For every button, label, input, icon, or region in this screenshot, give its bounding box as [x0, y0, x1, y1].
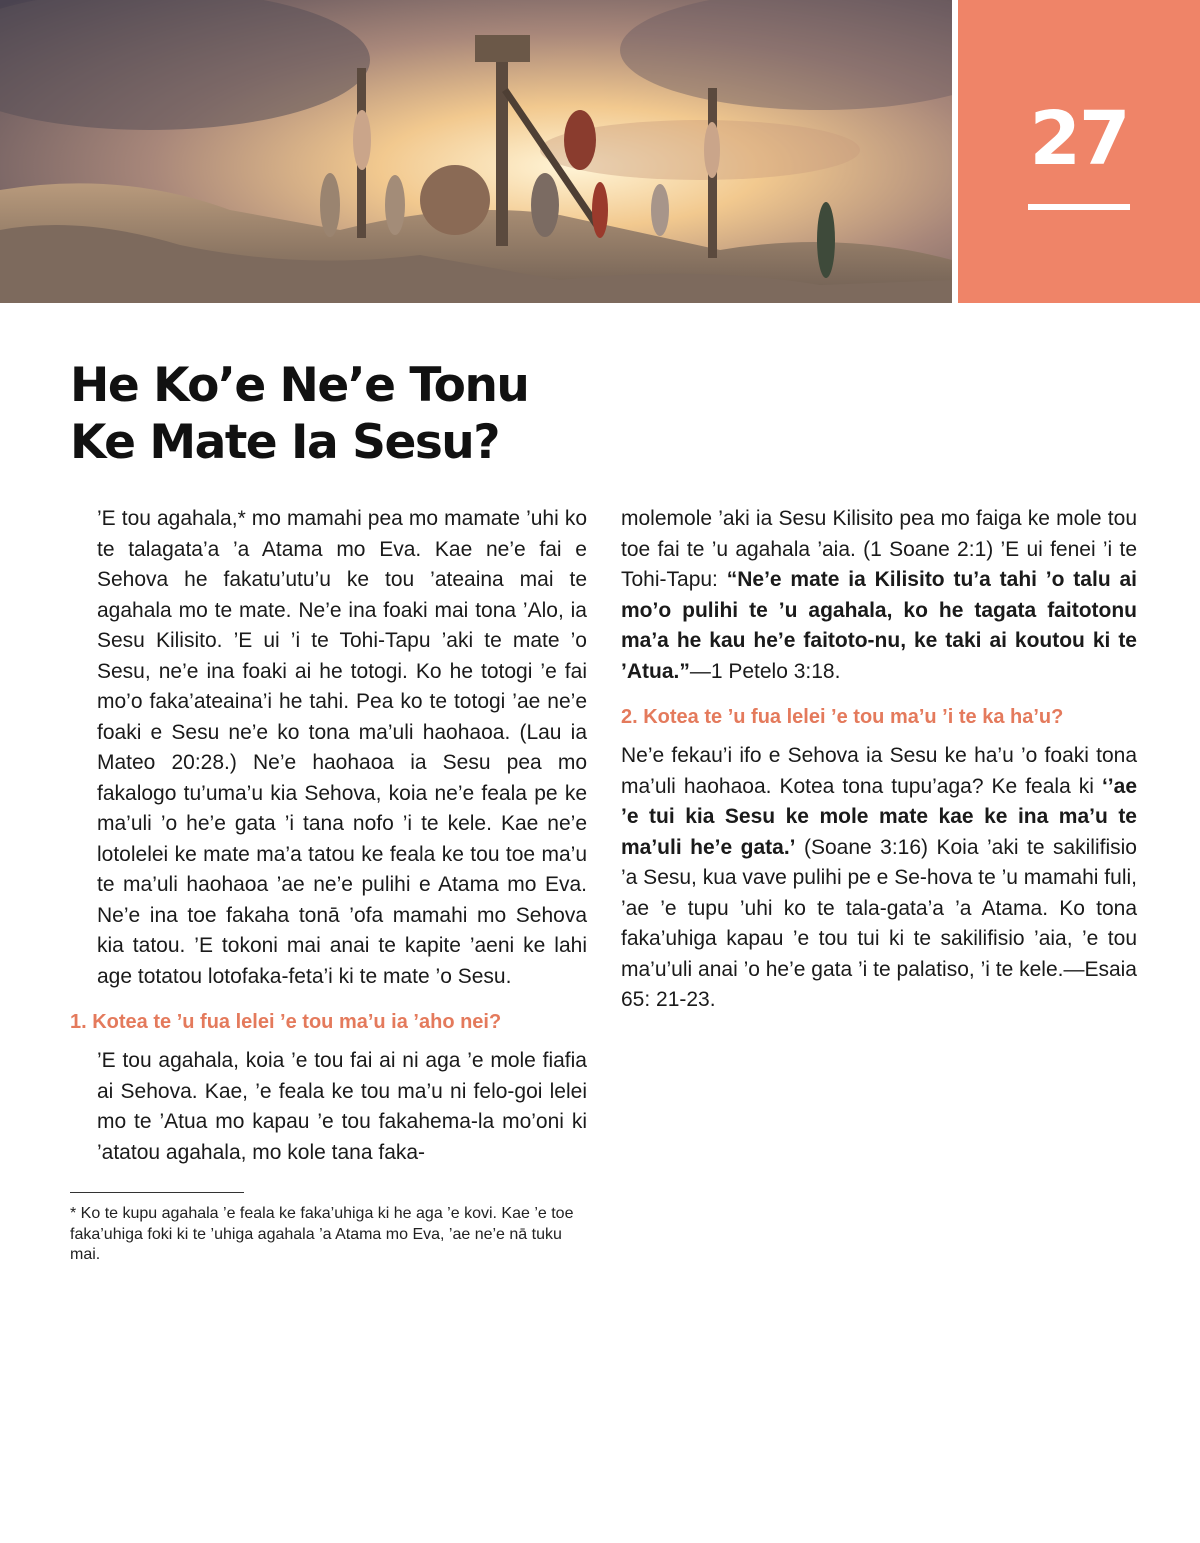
- hero-image: [0, 0, 952, 303]
- question-1-quote: “Ne’e mate ia Kilisito tu’a tahi ’o talu ai mo’o pulihi te ’u agahala, ko he tagata faitotonu ma’a he kau he’e faitoto-nu, ke taki ai koutou ki te ’Atua.”: [621, 568, 1137, 683]
- question-1-continuation: [621, 504, 1137, 687]
- page-title: [70, 357, 528, 471]
- question-2-text-b: (Soane 3:16) Koia ’aki te sakilifisio ’a Sesu, kua vave pulihi pe e Se-hova te ’u mamahi fuli, ’ae ’e tupu ’uhi ko te tala-gata’a ’a Atama. Ko tona faka’uhiga kapau ’e tou tui ki te sakilifisio ’aia, ’e tou ma’u’uli anai ’o he’e gata ’i te palatiso, ’i te kele.—Esaia 65: 21-23.: [621, 835, 1137, 1011]
- title-line-2: Ke Mate Ia Sesu?: [70, 415, 500, 470]
- intro-paragraph: ’E tou agahala,* mo mamahi pea mo mamate ’uhi ko te talagata’a ’a Atama mo Eva. Kae ne’e fai e Sehova he fakatu’utu’u ke tou ’ateaina mai te agahala mo te mate. Ne’e ina foaki mai tona ’Alo, ia Sesu Kilisito. ’E ui ’i te Tohi-Tapu ’aki te mate ’o Sesu, ne’e ina foaki ai he totogi. Ko he totogi ’e fai mo’o faka’ateaina’i he tahi. Pea ko te totogi ’ae ne’e foaki e Sesu ne’e ko tona ma’uli haohaoa. (Lau ia Mateo 20:28.) Ne’e haohaoa ia Sesu pea mo fakalogo tu’uma’u kia Sehova, koia ne’e feala pe ke ma’uli ’o he’e gata ’i tana nofo ’i te kele. Kae ne’e lotolelei ke mate ma’a tatou ke feala ke tou toe ma’u te ma’uli haohaoa ’ae ne’e pulihi e Atama mo Eva. Ne’e ina toe fakaha tonā ’ofa mamahi mo Sehova kia tatou. ’E tokoni mai anai te kapite ’aeni ke lahi age totatou lotofaka-feta’i ki te mate ’o Sesu.: [97, 507, 587, 988]
- lesson-number-box: [958, 0, 1200, 303]
- crucifixion-scene-image: [0, 0, 952, 303]
- footnote-divider: [70, 1192, 244, 1193]
- question-1-text: ’E tou agahala, koia ’e tou fai ai ni aga ’e mole fiafia ai Sehova. Kae, ’e feala ke tou ma’u ni felo-goi lelei mo te ’Atua mo kapau ’e tou fakahema-la mo’oni ki ’atatou agahala, mo kole tana faka-: [97, 1049, 587, 1164]
- question-2-heading: 2. Kotea te ’u fua lelei ’e tou ma’u ’i te ka ha’u?: [621, 706, 1064, 728]
- right-column: [621, 504, 1137, 1016]
- question-1-reference: —1 Petelo 3:18.: [689, 659, 841, 683]
- question-1-continuation-text: molemole ’aki ia Sesu Kilisito pea mo faiga ke mole tou toe fai te ’u agahala ’aia. (1 Soane 2:1) ’E ui fenei ’i te Tohi-Tapu:: [621, 507, 1137, 591]
- question-2-text: [621, 741, 1137, 1016]
- lesson-underline: [1028, 204, 1130, 210]
- question-1-heading: 1. Kotea te ’u fua lelei ’e tou ma’u ia ’aho nei?: [70, 1011, 502, 1033]
- left-column: [70, 504, 587, 1168]
- lesson-number: 27: [1029, 96, 1129, 182]
- question-2-text-a: Ne’e fekau’i ifo e Sehova ia Sesu ke ha’u ’o foaki tona ma’uli haohaoa. Kotea tona tupu’aga? Ke feala ki: [621, 744, 1137, 798]
- question-2-quote: ‘’ae ’e tui kia Sesu ke mole mate kae ke ina ma’u te ma’uli he’e gata.’: [621, 774, 1137, 859]
- footnote: * Ko te kupu agahala ’e feala ke faka’uhiga ki he aga ’e kovi. Kae ’e toe faka’uhiga foki ki te ’uhiga agahala ’a Atama mo Eva, ’ae ne’e nā tuku mai.: [70, 1205, 574, 1263]
- title-line-1: He Ko’e Ne’e Tonu: [70, 358, 529, 413]
